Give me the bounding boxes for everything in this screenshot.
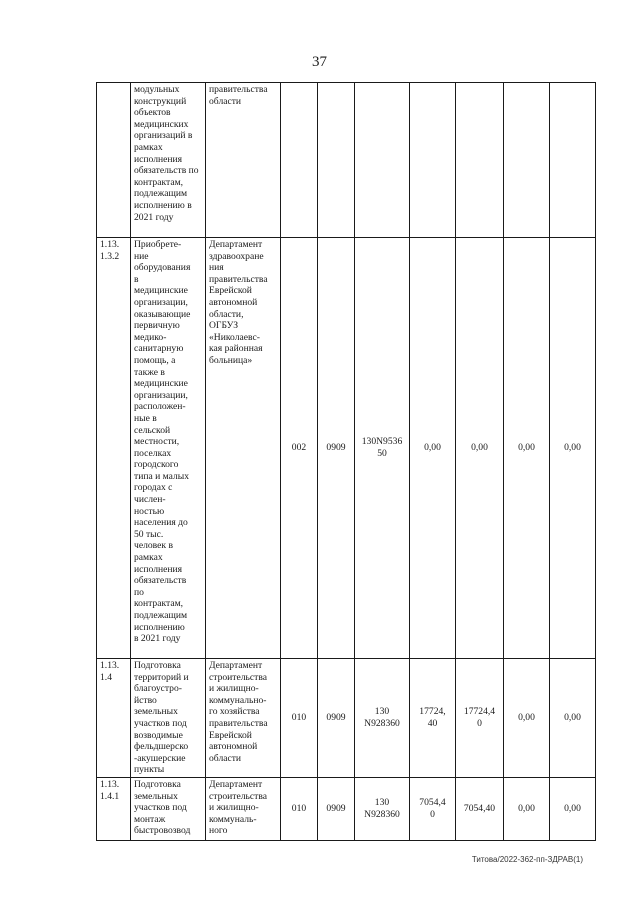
value-2022-cell (504, 659, 550, 778)
executor-cell (206, 659, 281, 778)
admin-code-cell (281, 659, 318, 778)
row-number-cell (97, 238, 131, 659)
row-number-cell (97, 83, 131, 238)
value-2023-cell (550, 659, 596, 778)
page-number: 37 (312, 54, 327, 70)
measure-name-cell (131, 777, 206, 840)
executor-cell (206, 238, 281, 659)
value-2021-cell (456, 238, 504, 659)
admin-code-cell (281, 238, 318, 659)
executor: Департамент строительства и жилищно- коммуналь- ного (209, 778, 268, 837)
document-footer: Титова/2022-362-пп-ЗДРАВ(1) (471, 855, 583, 864)
value-2022: 0,00 (518, 442, 535, 454)
table-row (97, 83, 596, 238)
value-2023: 0,00 (564, 442, 581, 454)
target-article-code: 130N9536 50 (361, 436, 403, 459)
row-number-cell (97, 777, 131, 840)
table-row (97, 238, 596, 659)
measure-name-cell (131, 238, 206, 659)
section-code: 0909 (326, 442, 346, 454)
measure-name: Подготовка земельных участков под монтаж быстровозвод (134, 778, 191, 837)
executor: Департамент строительства и жилищно- коммунально- го хозяйства правительства Еврейской автономной области (209, 660, 268, 764)
total-value-cell (410, 238, 456, 659)
measure-name: Подготовка территорий и благоустро- йство земельных участков под возводимые фельдшерско -акушерские пункты (134, 660, 189, 776)
admin-code-cell (281, 83, 318, 238)
target-article-code-cell (355, 238, 410, 659)
target-article-code-cell (355, 777, 410, 840)
executor: правительства области (209, 84, 268, 107)
total-value: 7054,4 0 (419, 797, 446, 820)
target-article-code: 130 N928360 (364, 797, 400, 820)
total-value: 0,00 (424, 442, 441, 454)
value-2023: 0,00 (564, 803, 581, 815)
section-code-cell (318, 777, 355, 840)
value-2023: 0,00 (564, 712, 581, 724)
table-row (97, 777, 596, 840)
measure-name: модульных конструкций объектов медицинских организаций в рамках исполнения обязательств по контрактам, подлежащим исполнению в 2021 году (134, 84, 199, 223)
admin-code: 002 (291, 442, 307, 454)
value-2021: 0,00 (471, 442, 488, 454)
admin-code-cell (281, 777, 318, 840)
value-2023-cell (550, 777, 596, 840)
section-code: 0909 (326, 803, 346, 815)
table-row (97, 659, 596, 778)
value-2023-cell (550, 83, 596, 238)
value-2022: 0,00 (518, 803, 535, 815)
budget-table (96, 82, 596, 841)
executor: Департамент здравоохране ния правительства Еврейской автономной области, ОГБУЗ «Николаевс- кая районная больница» (209, 239, 268, 366)
measure-name-cell (131, 659, 206, 778)
total-value-cell (410, 659, 456, 778)
value-2022-cell (504, 238, 550, 659)
value-2022: 0,00 (518, 712, 535, 724)
value-2021-cell (456, 659, 504, 778)
value-2021: 7054,40 (463, 803, 496, 815)
executor-cell (206, 83, 281, 238)
measure-name-cell (131, 83, 206, 238)
total-value-cell (410, 777, 456, 840)
target-article-code-cell (355, 83, 410, 238)
row-number-cell (97, 659, 131, 778)
admin-code: 010 (291, 712, 307, 724)
section-code-cell (318, 83, 355, 238)
value-2022-cell (504, 777, 550, 840)
row-number: 1.13. 1.3.2 (100, 239, 120, 262)
section-code-cell (318, 238, 355, 659)
executor-cell (206, 777, 281, 840)
row-number: 1.13. 1.4.1 (100, 778, 120, 802)
value-2022-cell (504, 83, 550, 238)
value-2021-cell (456, 777, 504, 840)
value-2021-cell (456, 83, 504, 238)
row-number: 1.13. 1.4 (100, 660, 120, 683)
total-value-cell (410, 83, 456, 238)
target-article-code: 130 N928360 (364, 706, 400, 729)
admin-code: 010 (291, 803, 307, 815)
measure-name: Приобрете- ние оборудования в медицинские организации, оказывающие первичную медико- санитарную помощь, а также в медицинские организации, расположен- ные в сельской местности, поселках городского типа и малых городах с числен- ностью населения до 50 тыс. человек в рамках исполнения обязательств по контрактам, подлежащим исполнению в 2021 году (134, 239, 191, 645)
section-code-cell (318, 659, 355, 778)
value-2021: 17724,4 0 (463, 706, 496, 729)
target-article-code-cell (355, 659, 410, 778)
value-2023-cell (550, 238, 596, 659)
total-value: 17724, 40 (419, 706, 446, 729)
section-code: 0909 (326, 712, 346, 724)
